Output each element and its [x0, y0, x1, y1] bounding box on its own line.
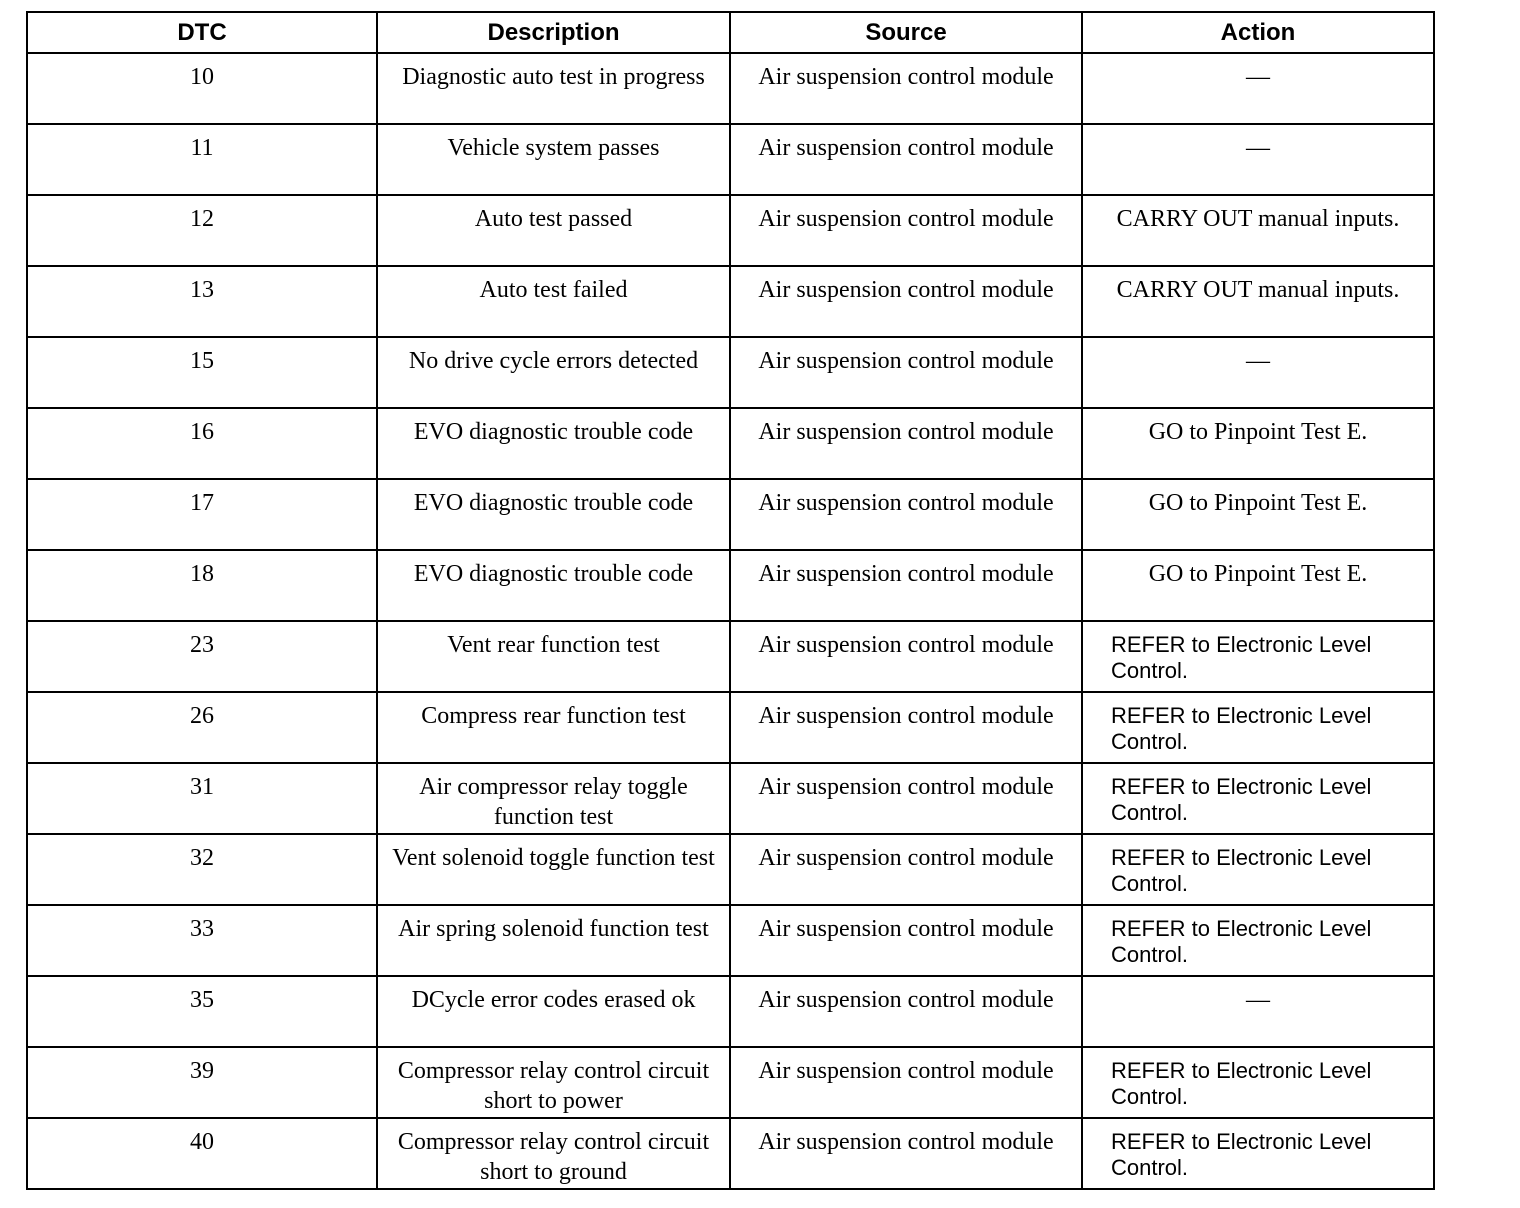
dtc-table — [26, 11, 1435, 1190]
cell-dtc: 16 — [27, 408, 377, 479]
cell-source: Air suspension control module — [730, 1118, 1082, 1189]
cell-action — [1082, 763, 1434, 834]
cell-description: Air compressor relay toggle function test — [377, 763, 730, 834]
action-line: REFER to Electronic Level — [1111, 703, 1372, 728]
cell-action: — — [1082, 53, 1434, 124]
cell-description: EVO diagnostic trouble code — [377, 550, 730, 621]
cell-description: Vent rear function test — [377, 621, 730, 692]
header-source: Source — [730, 12, 1082, 53]
action-line: REFER to Electronic Level — [1111, 1058, 1372, 1083]
cell-source: Air suspension control module — [730, 53, 1082, 124]
action-line: REFER to Electronic Level — [1111, 632, 1372, 657]
cell-dtc: 12 — [27, 195, 377, 266]
table-row — [27, 53, 1434, 124]
table-row — [27, 692, 1434, 763]
cell-dtc: 39 — [27, 1047, 377, 1118]
cell-dtc: 10 — [27, 53, 377, 124]
table-row — [27, 479, 1434, 550]
cell-action: — — [1082, 337, 1434, 408]
cell-dtc: 31 — [27, 763, 377, 834]
cell-dtc: 11 — [27, 124, 377, 195]
cell-source: Air suspension control module — [730, 834, 1082, 905]
cell-source: Air suspension control module — [730, 1047, 1082, 1118]
cell-description: Auto test failed — [377, 266, 730, 337]
cell-dtc: 13 — [27, 266, 377, 337]
table-row — [27, 337, 1434, 408]
action-line: Control. — [1111, 871, 1189, 896]
cell-action — [1082, 692, 1434, 763]
cell-action: — — [1082, 124, 1434, 195]
cell-source: Air suspension control module — [730, 763, 1082, 834]
cell-action: CARRY OUT manual inputs. — [1082, 266, 1434, 337]
action-line: Control. — [1111, 1084, 1189, 1109]
cell-dtc: 23 — [27, 621, 377, 692]
cell-description: Vent solenoid toggle function test — [377, 834, 730, 905]
cell-dtc: 33 — [27, 905, 377, 976]
cell-description: EVO diagnostic trouble code — [377, 479, 730, 550]
cell-action — [1082, 1118, 1434, 1189]
cell-source: Air suspension control module — [730, 266, 1082, 337]
cell-dtc: 18 — [27, 550, 377, 621]
cell-description: Vehicle system passes — [377, 124, 730, 195]
table-header-row — [27, 12, 1434, 53]
cell-description: Compressor relay control circuit short to power — [377, 1047, 730, 1118]
cell-dtc: 32 — [27, 834, 377, 905]
cell-description: Compress rear function test — [377, 692, 730, 763]
cell-action: GO to Pinpoint Test E. — [1082, 550, 1434, 621]
cell-description: Diagnostic auto test in progress — [377, 53, 730, 124]
table-row — [27, 124, 1434, 195]
cell-source: Air suspension control module — [730, 621, 1082, 692]
action-line: REFER to Electronic Level — [1111, 845, 1372, 870]
cell-action: CARRY OUT manual inputs. — [1082, 195, 1434, 266]
table-row — [27, 266, 1434, 337]
cell-description: Air spring solenoid function test — [377, 905, 730, 976]
cell-action — [1082, 1047, 1434, 1118]
cell-source: Air suspension control module — [730, 195, 1082, 266]
cell-dtc: 26 — [27, 692, 377, 763]
action-line: Control. — [1111, 942, 1189, 967]
cell-action — [1082, 905, 1434, 976]
table-row — [27, 834, 1434, 905]
cell-source: Air suspension control module — [730, 408, 1082, 479]
action-line: REFER to Electronic Level — [1111, 916, 1372, 941]
table-row — [27, 550, 1434, 621]
cell-action — [1082, 834, 1434, 905]
action-line: Control. — [1111, 658, 1189, 683]
action-line: Control. — [1111, 729, 1189, 754]
table-row — [27, 1047, 1434, 1118]
table-row — [27, 905, 1434, 976]
action-line: Control. — [1111, 1155, 1189, 1180]
cell-source: Air suspension control module — [730, 479, 1082, 550]
cell-dtc: 40 — [27, 1118, 377, 1189]
header-action: Action — [1082, 12, 1434, 53]
table-row — [27, 621, 1434, 692]
action-line: REFER to Electronic Level — [1111, 774, 1372, 799]
cell-action: GO to Pinpoint Test E. — [1082, 408, 1434, 479]
cell-description: DCycle error codes erased ok — [377, 976, 730, 1047]
cell-description: EVO diagnostic trouble code — [377, 408, 730, 479]
cell-source: Air suspension control module — [730, 905, 1082, 976]
table-row — [27, 763, 1434, 834]
cell-source: Air suspension control module — [730, 550, 1082, 621]
table-row — [27, 976, 1434, 1047]
cell-source: Air suspension control module — [730, 976, 1082, 1047]
cell-action: — — [1082, 976, 1434, 1047]
cell-dtc: 35 — [27, 976, 377, 1047]
cell-description: No drive cycle errors detected — [377, 337, 730, 408]
header-dtc: DTC — [27, 12, 377, 53]
table-row — [27, 408, 1434, 479]
cell-source: Air suspension control module — [730, 124, 1082, 195]
cell-dtc: 15 — [27, 337, 377, 408]
table-row — [27, 195, 1434, 266]
cell-action: GO to Pinpoint Test E. — [1082, 479, 1434, 550]
table-row — [27, 1118, 1434, 1189]
cell-description: Compressor relay control circuit short to ground — [377, 1118, 730, 1189]
cell-source: Air suspension control module — [730, 337, 1082, 408]
header-description: Description — [377, 12, 730, 53]
cell-action — [1082, 621, 1434, 692]
cell-dtc: 17 — [27, 479, 377, 550]
action-line: Control. — [1111, 800, 1189, 825]
cell-description: Auto test passed — [377, 195, 730, 266]
action-line: REFER to Electronic Level — [1111, 1129, 1372, 1154]
cell-source: Air suspension control module — [730, 692, 1082, 763]
